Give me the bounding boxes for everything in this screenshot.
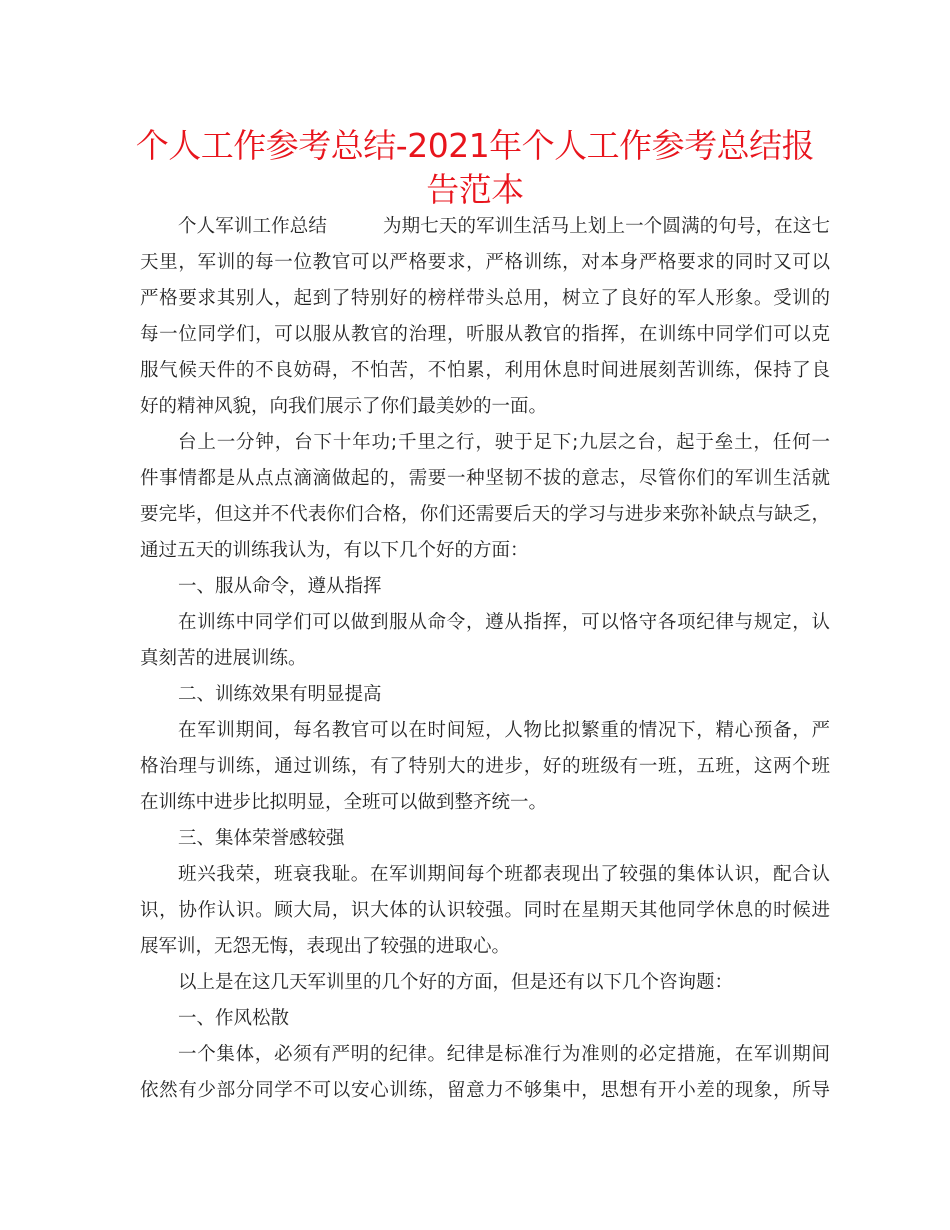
- text-line: 服气候天件的不良妨碍，不怕苦，不怕累，利用休息时间进展刻苦训练，保持了良: [140, 360, 830, 381]
- text-line: 在训练中进步比拟明显，全班可以做到整齐统一。: [140, 792, 548, 813]
- text-line: 依然有少部分同学不可以安心训练，留意力不够集中，思想有开小差的现象，所导: [140, 1080, 830, 1101]
- text-line: 一、作风松散: [178, 1008, 290, 1029]
- text-line: 个人军训工作总结 为期七天的军训生活马上划上一个圆满的句号，在这七: [178, 216, 830, 237]
- text-line: 严格要求其别人，起到了特别好的榜样带头总用，树立了良好的军人形象。受训的: [140, 288, 830, 309]
- text-line: 真刻苦的进展训练。: [140, 648, 307, 669]
- text-line: 在军训期间，每名教官可以在时间短，人物比拟繁重的情况下，精心预备，严: [178, 720, 830, 741]
- text-line: 好的精神风貌，向我们展示了你们最美妙的一面。: [140, 396, 548, 417]
- title-line: 个人工作参考总结-2021年个人工作参考总结报: [135, 126, 815, 165]
- text-line: 格治理与训练，通过训练，有了特别大的进步，好的班级有一班，五班，这两个班: [140, 756, 830, 777]
- document-body: [140, 209, 830, 1109]
- text-line: 要完毕，但这并不代表你们合格，你们还需要后天的学习与进步来弥补缺点与缺乏，: [140, 504, 830, 525]
- text-line: 班兴我荣，班衰我耻。在军训期间每个班都表现出了较强的集体认识，配合认: [178, 864, 830, 885]
- text-line: 台上一分钟，台下十年功;千里之行，驶于足下;九层之台，起于垒土，任何一: [178, 432, 830, 453]
- text-line: 通过五天的训练我认为，有以下几个好的方面：: [140, 540, 529, 561]
- text-line: 天里，军训的每一位教官可以严格要求，严格训练，对本身严格要求的同时又可以: [140, 252, 830, 273]
- text-line: 三、集体荣誉感较强: [178, 828, 345, 849]
- title-line: 告范本: [426, 170, 524, 209]
- document-title: [120, 124, 830, 212]
- text-line: 件事情都是从点点滴滴做起的，需要一种坚韧不拔的意志，尽管你们的军训生活就: [140, 468, 830, 489]
- text-line: 以上是在这几天军训里的几个好的方面，但是还有以下几个咨询题：: [178, 972, 734, 993]
- text-line: 展军训，无怨无悔，表现出了较强的进取心。: [140, 936, 511, 957]
- text-line: 二、训练效果有明显提高: [178, 684, 382, 705]
- text-line: 每一位同学们，可以服从教官的治理，听服从教官的指挥，在训练中同学们可以克: [140, 324, 830, 345]
- text-line: 在训练中同学们可以做到服从命令，遵从指挥，可以恪守各项纪律与规定，认: [178, 612, 830, 633]
- text-line: 识，协作认识。顾大局，识大体的认识较强。同时在星期天其他同学休息的时候进: [140, 900, 830, 921]
- text-line: 一个集体，必须有严明的纪律。纪律是标准行为准则的必定措施，在军训期间: [178, 1044, 830, 1065]
- text-line: 一、服从命令，遵从指挥: [178, 576, 382, 597]
